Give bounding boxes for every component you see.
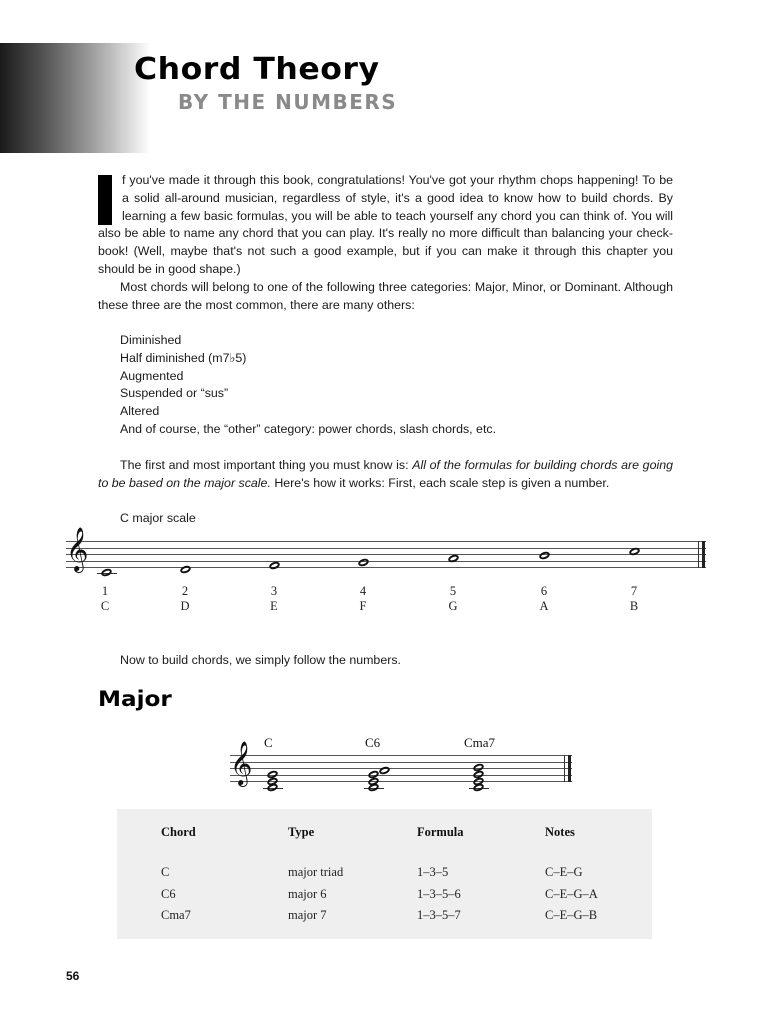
cell-chord: C6 xyxy=(161,887,176,901)
note-a xyxy=(538,550,551,560)
step-note: A xyxy=(539,599,549,613)
formula-emphasis-text: All of the formulas for building chords are going to be based on the major scale. xyxy=(98,458,673,490)
list-item: Altered xyxy=(120,404,160,419)
drop-cap-block xyxy=(98,175,112,225)
cell-formula: 1–3–5 xyxy=(417,865,449,879)
categories-intro-paragraph: Most chords will belong to one of the following three categories: Major, Minor, or Dominant. Although these three are the most common, there are many others: xyxy=(98,280,673,312)
cell-notes: C–E–G–A xyxy=(545,887,598,901)
step-number: 6 xyxy=(540,584,548,598)
page-title: Chord Theory xyxy=(134,52,380,87)
cell-type: major 6 xyxy=(288,887,327,901)
step-number: 2 xyxy=(181,584,189,598)
cell-chord: C xyxy=(161,865,170,879)
step-note: C xyxy=(100,599,110,613)
c-major-scale-staff xyxy=(66,527,706,571)
table-header-notes: Notes xyxy=(545,825,575,839)
page-number: 56 xyxy=(66,969,80,983)
chord-label: Cma7 xyxy=(464,735,496,750)
step-note: B xyxy=(629,599,639,613)
step-note: E xyxy=(270,599,278,613)
table-header-type: Type xyxy=(288,825,315,839)
step-number: 5 xyxy=(449,584,457,598)
scale-label: C major scale xyxy=(120,511,196,525)
page-subtitle: BY THE NUMBERS xyxy=(178,90,398,114)
formula-tail-text: Here's how it works: First, each scale step is given a number. xyxy=(270,475,610,490)
list-item: Half diminished (m7♭5) xyxy=(120,350,247,365)
step-note: G xyxy=(448,599,458,613)
table-header-formula: Formula xyxy=(417,825,464,839)
step-number: 1 xyxy=(101,584,109,598)
major-chord-table xyxy=(117,809,652,939)
step-number: 7 xyxy=(630,584,638,598)
formula-paragraph xyxy=(98,457,673,493)
cell-formula: 1–3–5–7 xyxy=(417,908,461,922)
follow-numbers-text: Now to build chords, we simply follow the numbers. xyxy=(120,653,401,667)
note-e xyxy=(268,560,281,570)
note-c xyxy=(100,567,113,577)
cell-type: major triad xyxy=(288,865,344,879)
cell-type: major 7 xyxy=(288,908,327,922)
step-number: 4 xyxy=(359,584,367,598)
chord-label: C6 xyxy=(365,735,381,750)
list-item: And of course, the “other” category: power chords, slash chords, etc. xyxy=(120,421,497,436)
header-gradient-block xyxy=(0,43,150,153)
treble-clef-icon: 𝄞 xyxy=(230,741,253,785)
step-note: D xyxy=(180,599,190,613)
list-item: Augmented xyxy=(120,368,184,383)
list-item: Suspended or “sus” xyxy=(120,386,229,401)
list-item: Diminished xyxy=(120,333,182,347)
cell-chord: Cma7 xyxy=(161,908,191,922)
cell-notes: C–E–G xyxy=(545,865,583,879)
chord-category-list xyxy=(120,332,496,439)
table-header-chord: Chord xyxy=(161,825,196,839)
treble-clef-icon: 𝄞 xyxy=(66,527,89,571)
note-d xyxy=(179,564,192,574)
chord-label: C xyxy=(264,735,273,750)
intro-paragraph xyxy=(98,172,673,279)
intro-text: f you've made it through this book, congratulations! You've got your rhythm chops happening! To be a solid all-around musician, regardless of style, it's a good idea to know how to build chords. By learning a few basic formulas, you will be able to teach yourself any chord you can think of. You will also be able to name any chord that you can play. It's really no more difficult than balancing your check-book! (Well, maybe that's not such a good example, but if you can make it through this chapter you should be in good shape.) xyxy=(98,173,673,276)
cell-notes: C–E–G–B xyxy=(545,908,598,922)
cell-formula: 1–3–5–6 xyxy=(417,887,461,901)
formula-lead-text: The first and most important thing you must know is: xyxy=(120,458,413,472)
step-note: F xyxy=(359,599,367,613)
section-heading-major: Major xyxy=(98,687,172,711)
step-number: 3 xyxy=(270,584,278,598)
